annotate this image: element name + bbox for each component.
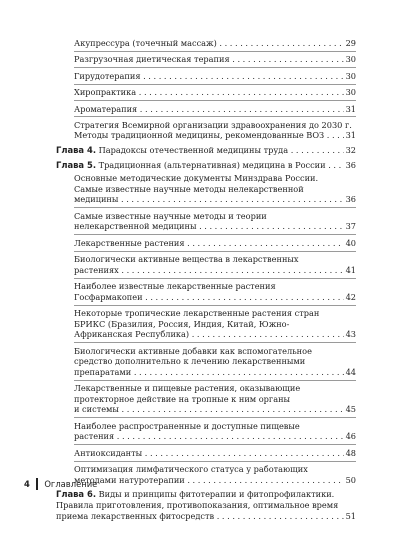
toc-entry[interactable] (56, 464, 356, 485)
toc-entry-text: Биологически активные добавки как вспомогательное (74, 345, 312, 356)
toc-page-number: 30 (345, 70, 356, 81)
toc-divider (74, 207, 356, 208)
toc-entry-text: приема лекарственных фитосредств (56, 510, 215, 521)
table-of-contents (56, 38, 356, 521)
toc-entry[interactable] (56, 383, 356, 415)
toc-entry-text: Африканская Республика) (74, 329, 190, 340)
toc-divider (74, 84, 356, 85)
toc-divider (74, 234, 356, 235)
toc-entry[interactable] (56, 104, 356, 115)
toc-page-number: 37 (345, 221, 356, 232)
toc-entry-text: Лекарственные растения (74, 237, 185, 248)
toc-entry-text: и системы (74, 404, 119, 415)
toc-spacer (56, 141, 356, 144)
toc-entry-text: Наиболее распространенные и доступные пищевые (74, 420, 300, 431)
toc-chapter-entry[interactable] (56, 489, 356, 521)
toc-entry[interactable] (56, 346, 356, 378)
toc-page-number: 29 (345, 38, 356, 48)
toc-entry[interactable] (56, 281, 356, 302)
toc-entry[interactable] (56, 71, 356, 82)
toc-entry-text: препаратами (74, 366, 132, 377)
toc-page-number: 36 (345, 159, 356, 170)
toc-entry[interactable] (56, 211, 356, 232)
chapter-label: Глава 5. (56, 159, 96, 170)
toc-divider (74, 342, 356, 343)
toc-entry-text: Госфармакопеи (74, 291, 143, 302)
toc-chapter-entry[interactable] (56, 160, 356, 171)
toc-page-number: 44 (345, 366, 356, 377)
toc-divider (74, 51, 356, 52)
toc-entry-text: БРИКС (Бразилия, Россия, Индия, Китай, Южно- (74, 318, 290, 329)
toc-entry-text: Методы традиционной медицины, рекомендованные ВОЗ (74, 130, 325, 141)
toc-entry-text: Традиционная (альтернативная) медицина в России (98, 159, 326, 170)
toc-page-number: 32 (345, 145, 356, 156)
toc-divider (74, 100, 356, 101)
footer-divider-bar (36, 478, 39, 490)
toc-chapter-entry[interactable] (56, 145, 356, 156)
running-section-title: Оглавление (44, 479, 98, 489)
toc-divider (74, 461, 356, 462)
toc-entry-text: Антиоксиданты (74, 447, 143, 458)
toc-page-number: 31 (345, 103, 356, 114)
toc-entry-text: Парадоксы отечественной медицины труда (98, 145, 289, 156)
toc-entry[interactable] (56, 308, 356, 340)
toc-page-number: 51 (345, 510, 356, 521)
chapter-label: Глава 6. (56, 489, 96, 500)
toc-page-number: 30 (345, 87, 356, 98)
toc-divider (74, 67, 356, 68)
toc-entry[interactable] (56, 38, 356, 49)
toc-entry-text: Виды и принципы фитотерапии и фитопрофилактики. (98, 489, 335, 500)
toc-entry[interactable] (56, 87, 356, 98)
toc-entry-text: Акупрессура (точечный массаж) (74, 38, 217, 48)
toc-entry-text: Лекарственные и пищевые растения, оказывающие (74, 383, 301, 394)
toc-entry-text: нелекарственной медицины (74, 221, 197, 232)
page-number: 4 (24, 479, 30, 489)
page-footer (24, 478, 97, 490)
toc-entry[interactable] (56, 238, 356, 249)
toc-entry-text: Хиропрактика (74, 87, 137, 98)
toc-page-number: 42 (345, 291, 356, 302)
chapter-label: Глава 4. (56, 145, 96, 156)
toc-divider (74, 278, 356, 279)
toc-entry-text: Стратегия Всемирной организации здравоохранения до 2030 г. (74, 119, 352, 130)
toc-page-number: 40 (345, 237, 356, 248)
toc-page-number: 45 (345, 404, 356, 415)
toc-entry-text: Основные методические документы Минздрава России. (74, 173, 319, 184)
toc-entry-text: растения (74, 431, 115, 442)
toc-entry[interactable] (56, 54, 356, 65)
toc-entry-text: Самые известные научные методы нелекарственной (74, 183, 304, 194)
toc-entry[interactable] (56, 254, 356, 275)
toc-entry-text: медицины (74, 194, 119, 205)
toc-entry-text: Оптимизация лимфатического статуса у работающих (74, 464, 308, 475)
toc-divider (74, 417, 356, 418)
toc-divider (74, 305, 356, 306)
toc-entry-text: Биологически активные вещества в лекарственных (74, 254, 299, 265)
toc-entry-text: Некоторые тропические лекарственные растения стран (74, 308, 320, 319)
toc-entry[interactable] (56, 120, 356, 141)
toc-entry-text: протекторное действие на тропные к ним органы (74, 393, 291, 404)
toc-entry[interactable] (56, 421, 356, 442)
toc-entry-text: растениях (74, 264, 119, 275)
toc-divider (74, 444, 356, 445)
toc-entry[interactable] (56, 173, 356, 205)
toc-entry-text: методами натуротерапии (74, 474, 185, 485)
toc-page-number: 43 (345, 329, 356, 340)
toc-entry-text: Наиболее известные лекарственные растения (74, 281, 276, 292)
toc-entry-text: Правила приготовления, противопоказания, оптимальное время (56, 499, 339, 510)
toc-page-number: 50 (345, 474, 356, 485)
toc-spacer (56, 485, 356, 488)
toc-page-number: 31 (345, 130, 356, 141)
toc-page-number: 46 (345, 431, 356, 442)
toc-page-number: 30 (345, 54, 356, 65)
toc-entry-text: средство дополнительно к лечению лекарственными (74, 356, 306, 367)
toc-entry-text: Разгрузочная диетическая терапия (74, 54, 230, 65)
toc-page-number: 48 (345, 447, 356, 458)
toc-page-number: 41 (345, 264, 356, 275)
toc-entry-text: Гирудотерапия (74, 70, 141, 81)
toc-divider (74, 116, 356, 117)
toc-spacer (56, 156, 356, 159)
toc-entry-text: Самые известные научные методы и теории (74, 210, 267, 221)
toc-entry[interactable] (56, 448, 356, 459)
toc-entry-text: Ароматерапия (74, 103, 138, 114)
toc-divider (74, 380, 356, 381)
toc-divider (74, 251, 356, 252)
toc-page-number: 36 (345, 194, 356, 205)
